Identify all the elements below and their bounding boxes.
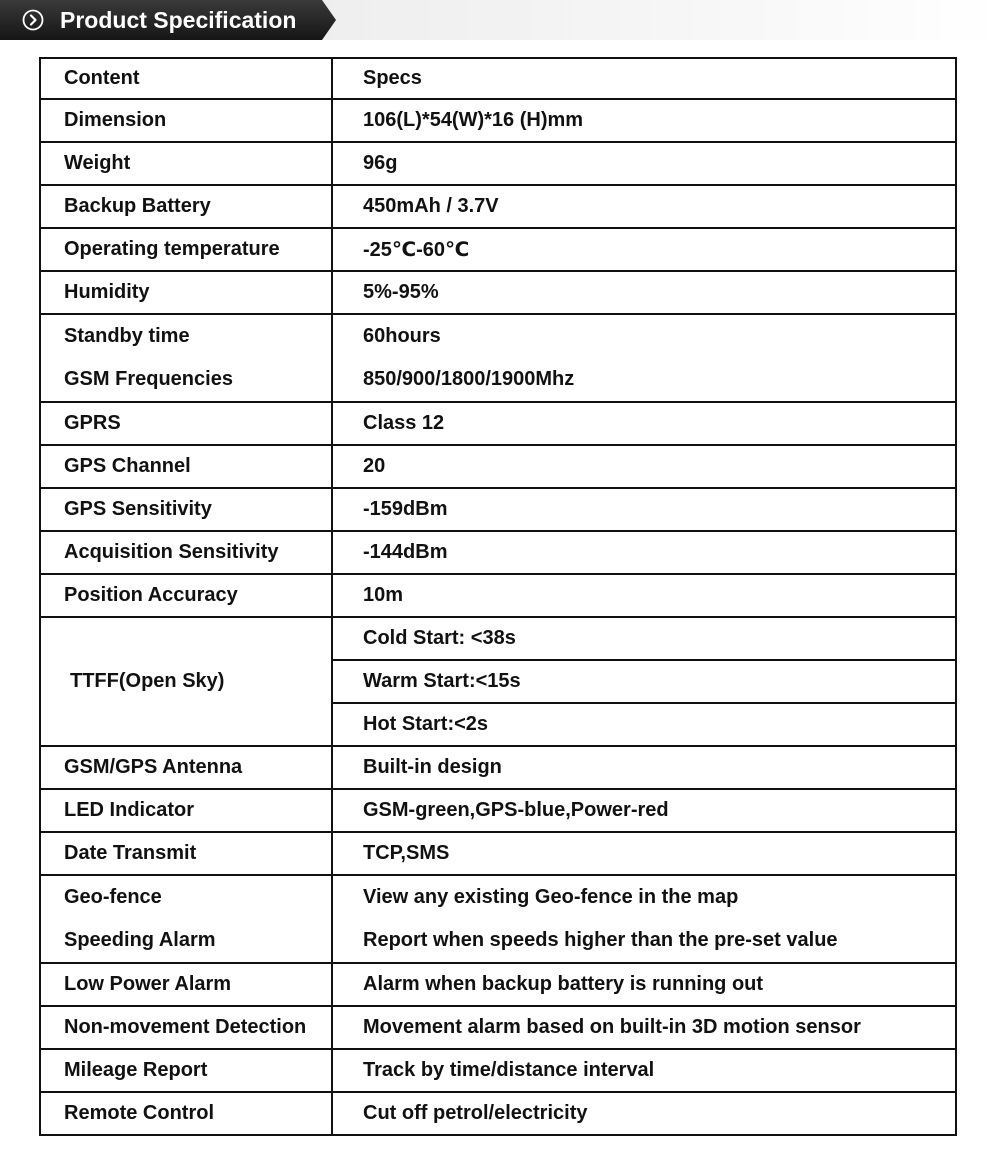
spec-label: Remote Control (40, 1092, 332, 1135)
table-row (40, 185, 956, 228)
table-header-row (40, 58, 956, 99)
table-row (40, 271, 956, 314)
spec-table (39, 57, 957, 1136)
table-row (40, 445, 956, 488)
spec-value: 5%-95% (332, 271, 956, 314)
table-row (40, 488, 956, 531)
spec-value: 10m (332, 574, 956, 617)
spec-value: Built-in design (332, 746, 956, 789)
chevron-right-circle-icon (22, 9, 44, 31)
table-row (40, 789, 956, 832)
spec-value: Report when speeds higher than the pre-set value (363, 929, 838, 951)
spec-label: Humidity (40, 271, 332, 314)
table-row (40, 99, 956, 142)
table-row (40, 875, 956, 963)
spec-label: Operating temperature (40, 228, 332, 271)
spec-value: 20 (332, 445, 956, 488)
spec-value: Movement alarm based on built-in 3D motion sensor (332, 1006, 956, 1049)
column-header-specs: Specs (332, 58, 956, 99)
table-row (40, 963, 956, 1006)
spec-value: 60hours (363, 325, 441, 347)
spec-label: LED Indicator (40, 789, 332, 832)
spec-value: 96g (332, 142, 956, 185)
table-row (40, 1006, 956, 1049)
table-row (40, 142, 956, 185)
spec-label: Dimension (40, 99, 332, 142)
spec-label: GSM/GPS Antenna (40, 746, 332, 789)
spec-label: Acquisition Sensitivity (40, 531, 332, 574)
table-row (40, 314, 956, 402)
spec-label: Position Accuracy (40, 574, 332, 617)
spec-label: Weight (40, 142, 332, 185)
table-row (40, 1049, 956, 1092)
spec-value: 850/900/1800/1900Mhz (363, 368, 575, 390)
spec-label: Geo-fence (64, 886, 162, 908)
table-row (40, 402, 956, 445)
spec-label: GPS Channel (40, 445, 332, 488)
section-banner (0, 0, 1000, 40)
spec-value: Track by time/distance interval (332, 1049, 956, 1092)
spec-value: -144dBm (332, 531, 956, 574)
spec-value: 106(L)*54(W)*16 (H)mm (332, 99, 956, 142)
spec-value-pair (332, 875, 956, 963)
spec-value: Class 12 (332, 402, 956, 445)
spec-value: Cut off petrol/electricity (332, 1092, 956, 1135)
column-header-content: Content (40, 58, 332, 99)
spec-label: GPRS (40, 402, 332, 445)
table-row (40, 531, 956, 574)
spec-value: Alarm when backup battery is running out (332, 963, 956, 1006)
spec-value: Cold Start: <38s (332, 617, 956, 660)
spec-value: GSM-green,GPS-blue,Power-red (332, 789, 956, 832)
spec-value: TCP,SMS (332, 832, 956, 875)
spec-value: View any existing Geo-fence in the map (363, 886, 739, 908)
table-row (40, 746, 956, 789)
spec-value: 450mAh / 3.7V (332, 185, 956, 228)
table-row (40, 1092, 956, 1135)
spec-label: Speeding Alarm (64, 929, 216, 951)
spec-label: Low Power Alarm (40, 963, 332, 1006)
table-row (40, 228, 956, 271)
spec-label: Date Transmit (40, 832, 332, 875)
spec-value: Hot Start:<2s (332, 703, 956, 746)
spec-label: Non-movement Detection (40, 1006, 332, 1049)
table-row (40, 832, 956, 875)
spec-label: GPS Sensitivity (40, 488, 332, 531)
spec-label: TTFF(Open Sky) (40, 617, 332, 746)
spec-value-pair (332, 314, 956, 402)
table-row (40, 617, 956, 660)
spec-label: GSM Frequencies (64, 368, 233, 390)
spec-value: Warm Start:<15s (332, 660, 956, 703)
spec-value: -25℃-60℃ (332, 228, 956, 271)
spec-label: Standby time (64, 325, 190, 347)
spec-label-pair (40, 875, 332, 963)
spec-value: -159dBm (332, 488, 956, 531)
spec-label: Mileage Report (40, 1049, 332, 1092)
spec-label: Backup Battery (40, 185, 332, 228)
table-row (40, 574, 956, 617)
page-title: Product Specification (60, 7, 297, 33)
spec-label-pair (40, 314, 332, 402)
